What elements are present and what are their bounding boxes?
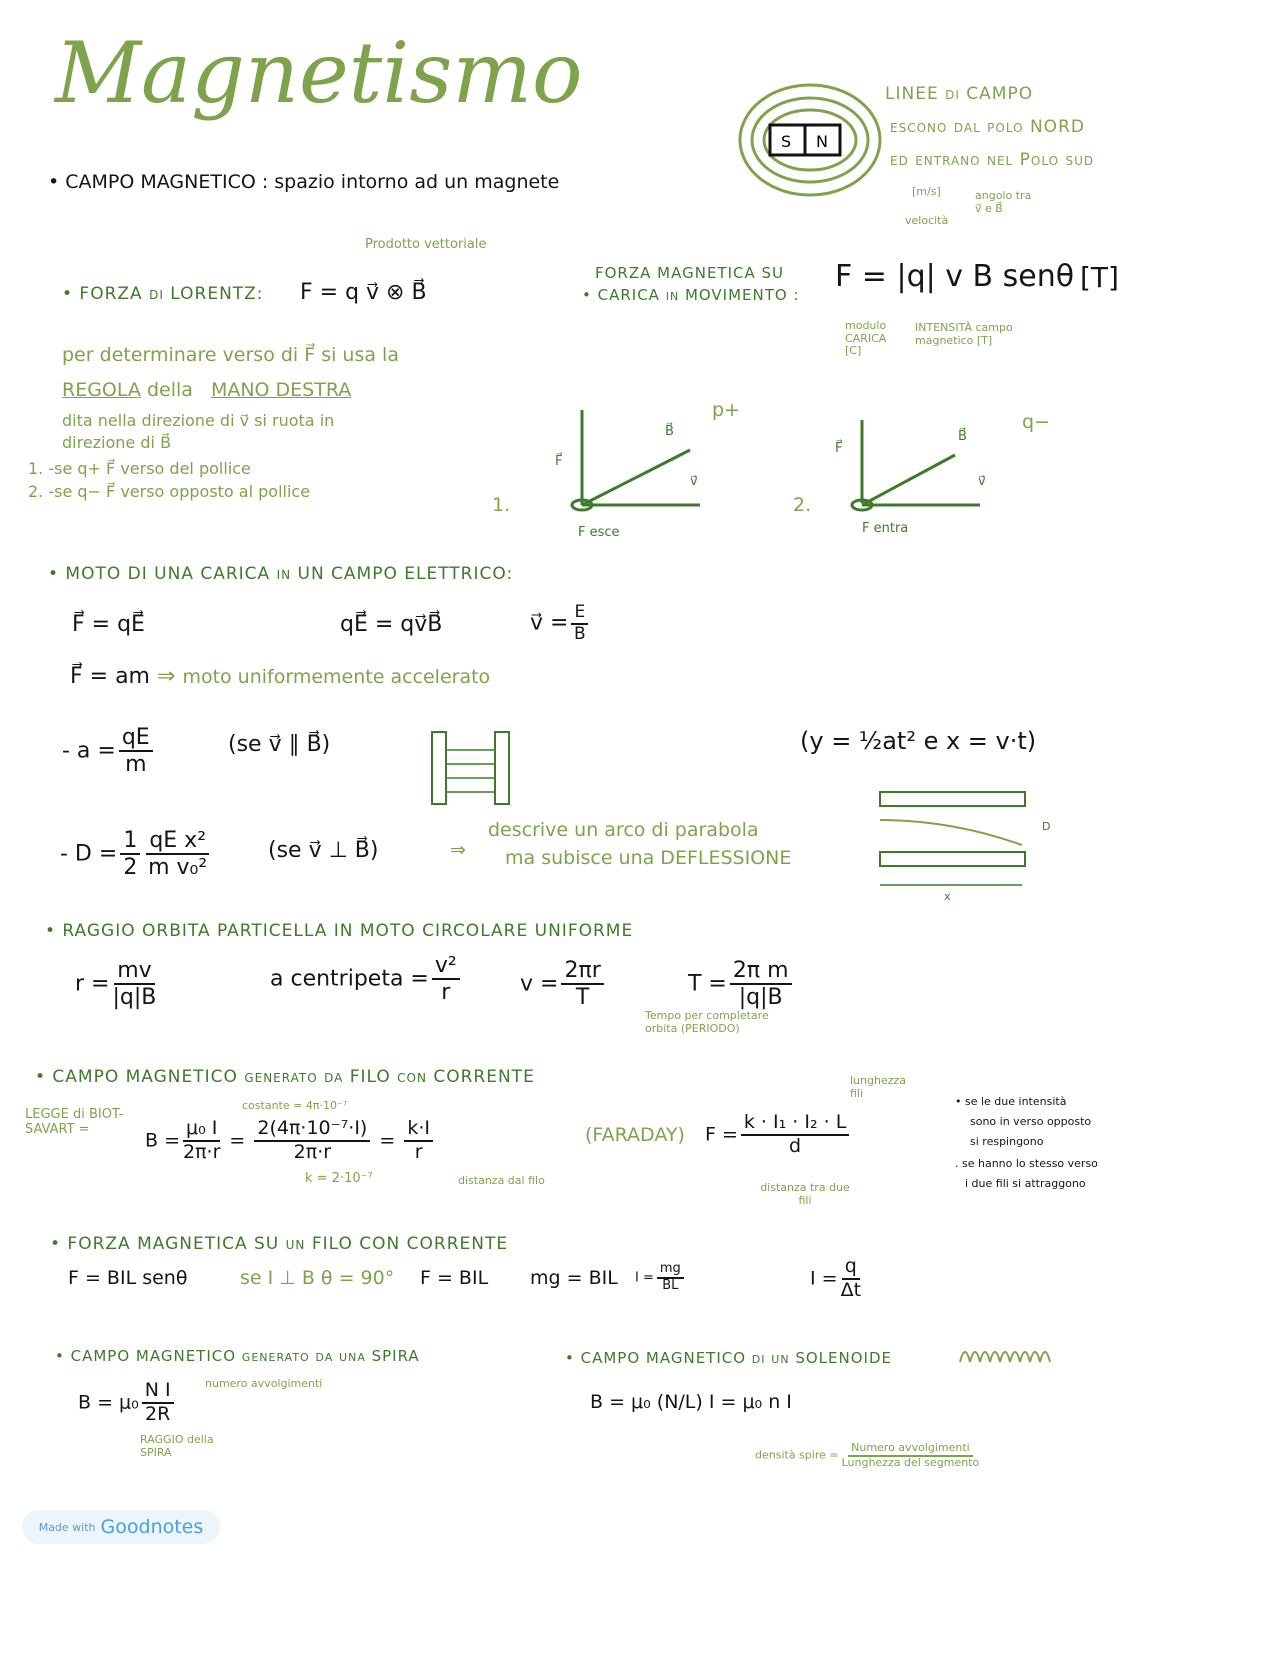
d-cond: (se v⃗ ⊥ B⃗) bbox=[268, 838, 379, 863]
d1-number: 1. bbox=[492, 494, 511, 516]
ann-unit-v: [m/s] bbox=[912, 185, 941, 198]
b-num: μ₀ I bbox=[183, 1118, 220, 1142]
spira-r-note: RAGGIO della SPIRA bbox=[140, 1433, 214, 1459]
lorentz-formula: F = q v⃗ ⊗ B⃗ bbox=[300, 280, 427, 305]
f-lhs: F = bbox=[705, 1123, 738, 1146]
forza-filo-eq3: mg = BIL bbox=[530, 1267, 618, 1289]
costante-note: costante = 4π·10⁻⁷ bbox=[242, 1099, 348, 1112]
densita-den: Lunghezza del segmento bbox=[841, 1455, 980, 1469]
ann-v: velocità bbox=[905, 214, 949, 227]
regola-case-1: 1. -se q+ F⃗ verso del pollice bbox=[28, 459, 251, 478]
d2-number: 2. bbox=[793, 494, 812, 516]
implies-arrow: ⇒ bbox=[157, 664, 176, 689]
d1-F-label: F⃗ bbox=[555, 454, 563, 469]
densita-label: densità spire = bbox=[755, 1448, 839, 1462]
ann-q: modulo CARICA [C] bbox=[845, 319, 887, 358]
regola-line-4: direzione di B⃗ bbox=[62, 433, 172, 452]
spira-den: 2R bbox=[145, 1402, 171, 1425]
filo-note-5: i due fili si attraggono bbox=[965, 1177, 1086, 1190]
forza-carica-heading-2: • CARICA in MOVIMENTO : bbox=[582, 286, 800, 304]
distanza-fili-note: distanza tra due fili bbox=[760, 1181, 850, 1207]
moto-eq1: F⃗ = qE⃗ bbox=[72, 612, 145, 637]
b3-num: k·I bbox=[404, 1118, 433, 1142]
a-num: qE bbox=[119, 725, 153, 752]
d-half-num: 1 bbox=[120, 828, 140, 855]
ann-b: INTENSITÀ campo magnetico [T] bbox=[915, 321, 1013, 347]
v-num: 2πr bbox=[561, 958, 603, 985]
b3-den: r bbox=[414, 1140, 423, 1163]
ac-den: r bbox=[441, 980, 451, 1006]
goodnotes-badge[interactable] bbox=[22, 1510, 220, 1544]
d2-F-label: F⃗ bbox=[835, 441, 843, 456]
r-num: mv bbox=[114, 958, 154, 985]
defl-x: x bbox=[944, 890, 951, 903]
d2-caption: F entra bbox=[862, 521, 909, 536]
densita-num: Numero avvolgimenti bbox=[848, 1442, 973, 1457]
regola-line-3: dita nella direzione di v⃗ si ruota in bbox=[62, 411, 335, 430]
desc-arrow: ⇒ bbox=[450, 839, 466, 861]
linee-3: ed entrano nel Polo sud bbox=[890, 150, 1095, 170]
deflection-diagram bbox=[872, 790, 1052, 903]
ac-lhs: a centripeta = bbox=[270, 966, 429, 992]
desc-2: ma subisce una DEFLESSIONE bbox=[505, 847, 792, 869]
d2-charge: q− bbox=[1022, 411, 1050, 433]
ac-num: v² bbox=[432, 953, 460, 980]
eq5-num: q bbox=[842, 1256, 860, 1280]
a-lhs: - a = bbox=[62, 738, 116, 764]
badge-brand: Goodnotes bbox=[100, 1516, 204, 1538]
filo-note-3: si respingono bbox=[970, 1135, 1044, 1148]
raggio-heading: • RAGGIO ORBITA PARTICELLA IN MOTO CIRCOLARE UNIFORME bbox=[45, 921, 634, 941]
d1-caption: F esce bbox=[578, 525, 620, 540]
filo-note-4: . se hanno lo stesso verso bbox=[955, 1157, 1098, 1170]
a-cond: (se v⃗ ∥ B⃗) bbox=[228, 732, 331, 757]
v-den: T bbox=[575, 985, 590, 1011]
forza-carica-formula: F = |q| v B senθ bbox=[835, 259, 1075, 294]
d-num: qE x² bbox=[146, 828, 209, 855]
magnet-north: N bbox=[816, 132, 828, 151]
capacitor-diagram bbox=[430, 722, 515, 807]
magnet-field-diagram bbox=[735, 80, 885, 205]
eq3-lhs: v⃗ = bbox=[530, 610, 569, 636]
linee-1: LINEE di CAMPO bbox=[885, 84, 1034, 104]
spira-n-note: numero avvolgimenti bbox=[205, 1377, 323, 1390]
kinematics-eq: (y = ½at² e x = v·t) bbox=[800, 727, 1037, 755]
mano-destra-word: MANO DESTRA bbox=[210, 379, 352, 401]
ann-angle: angolo tra v⃗ e B⃗ bbox=[975, 189, 1032, 215]
T-den: |q|B bbox=[738, 985, 783, 1011]
notes-page: Magnetismo • CAMPO MAGNETICO : spazio intorno ad un magnete S N LINEE di CAMPO escono dal polo NORD ed entrano nel Polo sud [m/s] velocità angolo tra v⃗ e B⃗ • FORZA di LORENTZ: F = q v⃗ ⊗ B⃗ Prodotto vettoriale FORZA MAGNETICA SU • CARICA in MOVIMENTO : F = |q| v B senθ [T] modulo CARICA [C] INTENSITÀ campo magnetico [T] per determinare verso di F⃗ si usa la REGOLA della MANO DESTRA dita nella direzione di v⃗ si ruota in direzione di B⃗ 1. -se q+ F⃗ verso del pollice 2. -se q− F⃗ verso opposto al pollice F⃗ B⃗ v⃗ p+ 1. F esce F⃗ B⃗ v⃗ q− 2. F entra • MOTO DI UNA CARICA in UN CAMPO ELETTRICO: F⃗ = qE⃗ qE⃗ = qv⃗B⃗ v⃗ = $\frac{E}{B}$ F⃗ = am ⇒ moto uniformemente accelerato - a = $\frac{qE}{m}$ (se v⃗ ∥ B⃗) (y = ½at² e x = v·t) - D = $\frac{1}{2}$ $\frac{\text{qE x²}}{\text{m v₀²}}$ (se v⃗ ⊥ B⃗) ⇒ descrive un arco di parabola ma subisce una DEFLESSIONE x D • RAGGIO ORBITA PARTICELLA IN MOTO CIRCOLARE UNIFORME r = $\frac{mv}{|q|B}$ a centripeta = $\frac{\text{v²}}{r}$ v = $\frac{2\pi r}{T}$ T = $\frac{\text{2π m}}{|q|B}$ Tempo per completare orbita (PERIODO) • CAMPO MAGNETICO generato da FILO con CORRENTE LEGGE di BIOT-SAVART = B = $\frac{\text{μ₀ I}}{2\pi\cdot r}$ = $\frac{\text{2(4π·10⁻⁷·I)}}{2\pi\cdot r}$ = $\frac{k\cdot I}{r}$ costante = 4π·10⁻⁷ k = 2·10⁻⁷ distanza dal filo (FARADAY) F = $\frac{\text{k · I₁ · I₂ · L}}{d}$ lunghezza fili distanza tra due fili • se le due intensità sono in verso opposto si respingono . se hanno lo stesso verso i due fili si attraggono • FORZA MAGNETICA SU un FILO CON CORRENTE F = BIL senθ se I ⊥ B θ = 90° F = BIL mg = BIL I = $\frac{mg}{BL}$ I = $\frac{q}{\Delta t}$ • CAMPO MAGNETICO generato da una SPIRA B = μ₀ $\frac{\text{N I}}{2R}$ numero avvolgimenti RAGGIO della SPIRA • CAMPO MAGNETICO di un SOLENOIDE B = μ₀ (N/L) I = μ₀ n I densità spire = Numero avvolgimenti Lunghezza del segmento Made with Goodnotes bbox=[0, 0, 1280, 1655]
forza-filo-eq1: F = BIL senθ bbox=[68, 1267, 188, 1289]
moto-eq2: qE⃗ = qv⃗B⃗ bbox=[340, 612, 443, 637]
d-lhs: - D = bbox=[60, 841, 118, 867]
lunghezza-note: lunghezza fili bbox=[850, 1074, 907, 1100]
b2-den: 2π·r bbox=[293, 1140, 332, 1163]
T-note: Tempo per completare orbita (PERIODO) bbox=[645, 1009, 769, 1035]
desc-1: descrive un arco di parabola bbox=[488, 819, 759, 841]
forza-filo-cond: se I ⊥ B θ = 90° bbox=[240, 1267, 395, 1289]
solenoide-formula: B = μ₀ (N/L) I = μ₀ n I bbox=[590, 1391, 792, 1413]
magnet-south: S bbox=[781, 132, 792, 151]
campo-heading: • CAMPO MAGNETICO : spazio intorno ad un magnete bbox=[48, 171, 560, 193]
faraday-label: (FARADAY) bbox=[585, 1124, 685, 1146]
b-den: 2π·r bbox=[183, 1140, 221, 1163]
eq4-num: mg bbox=[657, 1262, 684, 1279]
della-word: della bbox=[146, 379, 193, 401]
linee-2: escono dal polo NORD bbox=[890, 117, 1085, 137]
spira-lhs: B = μ₀ bbox=[78, 1391, 139, 1414]
regola-case-2: 2. -se q− F⃗ verso opposto al pollice bbox=[28, 482, 311, 501]
eq4-lhs: I = bbox=[635, 1270, 654, 1286]
forza-filo-eq2: F = BIL bbox=[420, 1267, 489, 1289]
eq5-den: Δt bbox=[840, 1278, 862, 1301]
regola-line-1: per determinare verso di F⃗ si usa la bbox=[62, 344, 399, 366]
b2-num: 2(4π·10⁻⁷·I) bbox=[254, 1118, 370, 1142]
forza-carica-unit: [T] bbox=[1080, 261, 1119, 294]
moto-heading: • MOTO DI UNA CARICA in UN CAMPO ELETTRICO: bbox=[48, 564, 514, 584]
v-lhs: v = bbox=[520, 971, 559, 997]
eq4-den: BL bbox=[662, 1277, 679, 1293]
solenoid-coil-icon bbox=[958, 1340, 1053, 1365]
b-lhs: B = bbox=[145, 1129, 180, 1152]
d2-v-label: v⃗ bbox=[978, 474, 986, 489]
eq5-lhs: I = bbox=[810, 1267, 838, 1290]
f-den: d bbox=[789, 1134, 802, 1157]
d2-B-label: B⃗ bbox=[958, 429, 967, 444]
forza-filo-heading: • FORZA MAGNETICA SU un FILO CON CORRENTE bbox=[50, 1234, 509, 1254]
legge-biot-savart: LEGGE di BIOT-SAVART = bbox=[25, 1107, 124, 1137]
d-den: m v₀² bbox=[148, 855, 208, 881]
right-hand-diagram-1 bbox=[560, 405, 730, 535]
T-num: 2π m bbox=[730, 958, 792, 985]
regola-word: REGOLA bbox=[62, 379, 141, 401]
lorentz-note: Prodotto vettoriale bbox=[365, 237, 487, 252]
spira-num: N I bbox=[142, 1380, 174, 1404]
moto-eq4: F⃗ = am bbox=[70, 664, 150, 689]
page-title: Magnetismo bbox=[55, 24, 583, 122]
distanza-filo-note: distanza dal filo bbox=[458, 1174, 545, 1187]
d1-charge: p+ bbox=[712, 399, 740, 421]
solenoide-heading: • CAMPO MAGNETICO di un SOLENOIDE bbox=[565, 1349, 892, 1367]
f-num: k · I₁ · I₂ · L bbox=[741, 1112, 849, 1136]
k-note: k = 2·10⁻⁷ bbox=[305, 1171, 373, 1186]
r-den: |q|B bbox=[112, 985, 157, 1011]
filo-note-2: sono in verso opposto bbox=[970, 1115, 1092, 1128]
d1-v-label: v⃗ bbox=[690, 474, 698, 489]
filo-note-1: • se le due intensità bbox=[955, 1095, 1067, 1108]
eq3-num: E bbox=[571, 603, 588, 625]
T-lhs: T = bbox=[688, 971, 727, 997]
spira-heading: • CAMPO MAGNETICO generato da una SPIRA bbox=[55, 1347, 420, 1365]
eq3-den: B bbox=[573, 623, 586, 644]
a-den: m bbox=[125, 752, 147, 778]
d-half-den: 2 bbox=[123, 855, 138, 881]
lorentz-heading: • FORZA di LORENTZ: bbox=[62, 284, 264, 304]
r-lhs: r = bbox=[75, 971, 110, 997]
moto-eq4-text: moto uniformemente accelerato bbox=[182, 666, 491, 688]
d1-B-label: B⃗ bbox=[665, 424, 674, 439]
forza-carica-heading-1: FORZA MAGNETICA SU bbox=[595, 264, 785, 282]
badge-made-with: Made with bbox=[38, 1520, 96, 1534]
defl-D: D bbox=[1042, 820, 1051, 833]
filo-heading: • CAMPO MAGNETICO generato da FILO con CORRENTE bbox=[35, 1067, 535, 1087]
